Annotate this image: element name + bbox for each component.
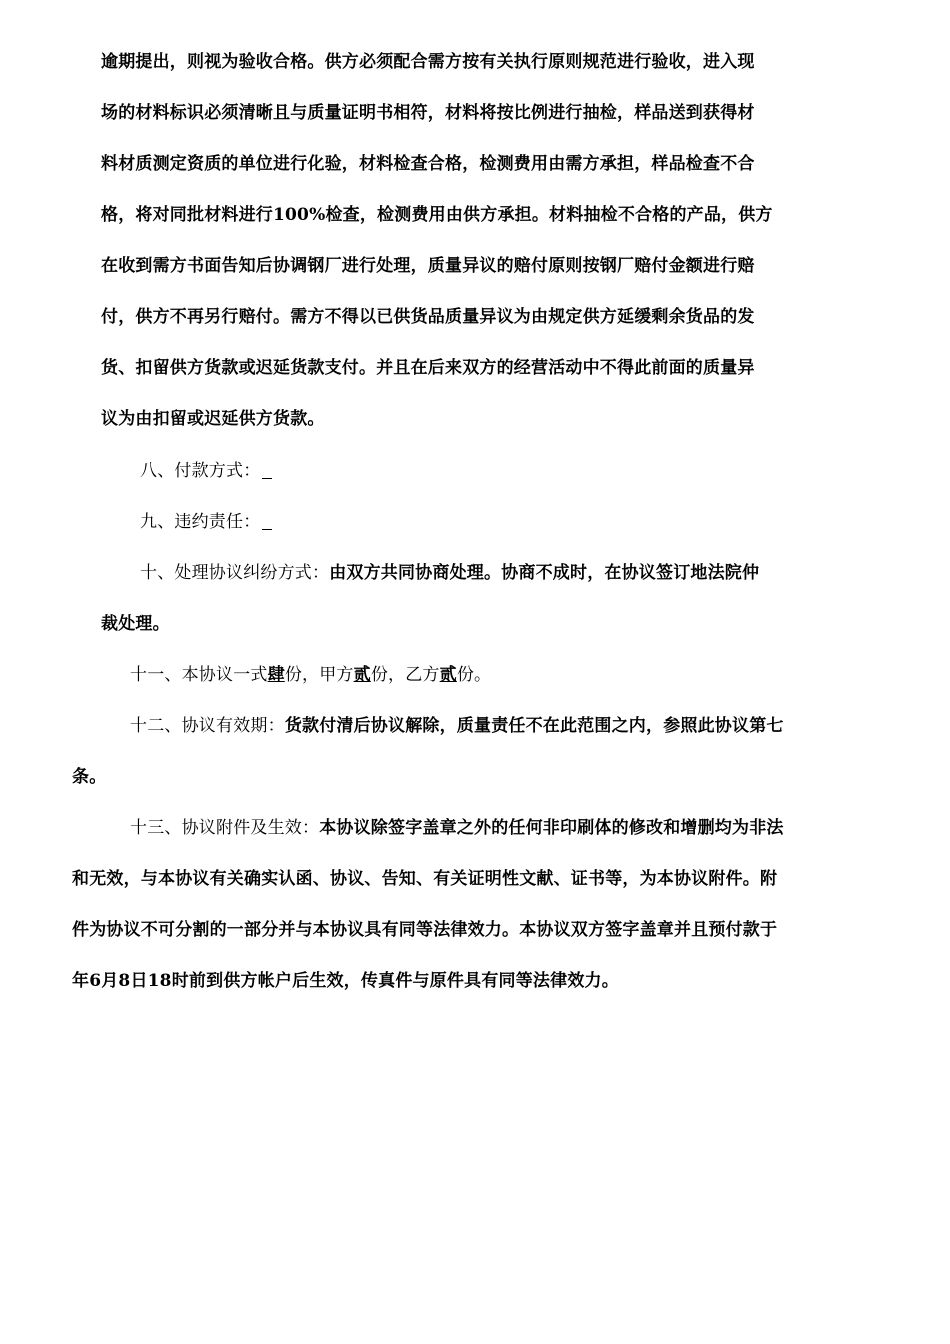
count-party-a: 贰 bbox=[353, 665, 371, 685]
paragraph-line: 逾期提出，则视为验收合格。供方必须配合需方按有关执行原则规范进行验收，进入现 bbox=[101, 52, 755, 72]
paragraph-line: 付，供方不再另行赔付。需方不得以已供货品质量异议为由规定供方延缓剩余货品的发 bbox=[101, 307, 755, 327]
section-text: 份，乙方 bbox=[370, 665, 440, 685]
paragraph-line: 场的材料标识必须清晰且与质量证明书相符，材料将按比例进行抽检，样品送到获得材 bbox=[101, 103, 755, 123]
paragraph-line: 在收到需方书面告知后协调钢厂进行处理，质量异议的赔付原则按钢厂赔付金额进行赔 bbox=[101, 256, 755, 276]
section-13-attachments bbox=[130, 817, 784, 839]
paragraph-line: 货、扣留供方货款或迟延货款支付。并且在后来双方的经营活动中不得此前面的质量异 bbox=[101, 358, 755, 378]
section-12-text-line2: 条。 bbox=[72, 767, 107, 787]
section-label: 九、违约责任： bbox=[140, 512, 261, 532]
paragraph-line: 料材质测定资质的单位进行化验，材料检查合格，检测费用由需方承担，样品检查不合 bbox=[101, 154, 755, 174]
section-10-text-line2: 裁处理。 bbox=[101, 614, 170, 634]
paragraph-line: 格，将对同批材料进行100%检查，检测费用由供方承担。材料抽检不合格的产品，供方 bbox=[101, 205, 773, 225]
section-12-validity bbox=[130, 715, 784, 737]
section-label: 十、处理协议纠纷方式： bbox=[140, 563, 330, 583]
section-label: 八、付款方式： bbox=[140, 461, 261, 481]
section-8-payment bbox=[140, 460, 272, 482]
section-text: 本协议除签字盖章之外的任何非印刷体的修改和增删均为非法 bbox=[319, 818, 784, 838]
count-total: 肆 bbox=[267, 665, 285, 685]
paragraph-line: 议为由扣留或迟延供方货款。 bbox=[101, 409, 325, 429]
section-13-text-line2: 和无效，与本协议有关确实认函、协议、告知、有关证明性文献、证书等，为本协议附件。附 bbox=[72, 869, 778, 889]
section-text: 十一、本协议一式 bbox=[130, 665, 268, 685]
section-text: 货款付清后协议解除，质量责任不在此范围之内，参照此协议第七 bbox=[284, 716, 784, 736]
blank-field bbox=[262, 515, 272, 530]
section-10-dispute bbox=[140, 562, 759, 584]
section-text: 份。 bbox=[456, 665, 492, 685]
count-party-b: 贰 bbox=[439, 665, 457, 685]
section-13-text-line3: 件为协议不可分割的一部分并与本协议具有同等法律效力。本协议双方签字盖章并且预付款于 bbox=[72, 920, 778, 940]
section-text: 由双方共同协商处理。协商不成时，在协议签订地法院仲 bbox=[329, 563, 760, 583]
section-label: 十三、协议附件及生效： bbox=[130, 818, 320, 838]
section-text: 份，甲方 bbox=[284, 665, 354, 685]
section-11-copies bbox=[130, 664, 491, 686]
blank-field bbox=[262, 464, 272, 479]
section-9-breach bbox=[140, 511, 272, 533]
section-13-text-line4: 年6月8日18时前到供方帐户后生效，传真件与原件具有同等法律效力。 bbox=[72, 971, 619, 991]
section-label: 十二、协议有效期： bbox=[130, 716, 285, 736]
